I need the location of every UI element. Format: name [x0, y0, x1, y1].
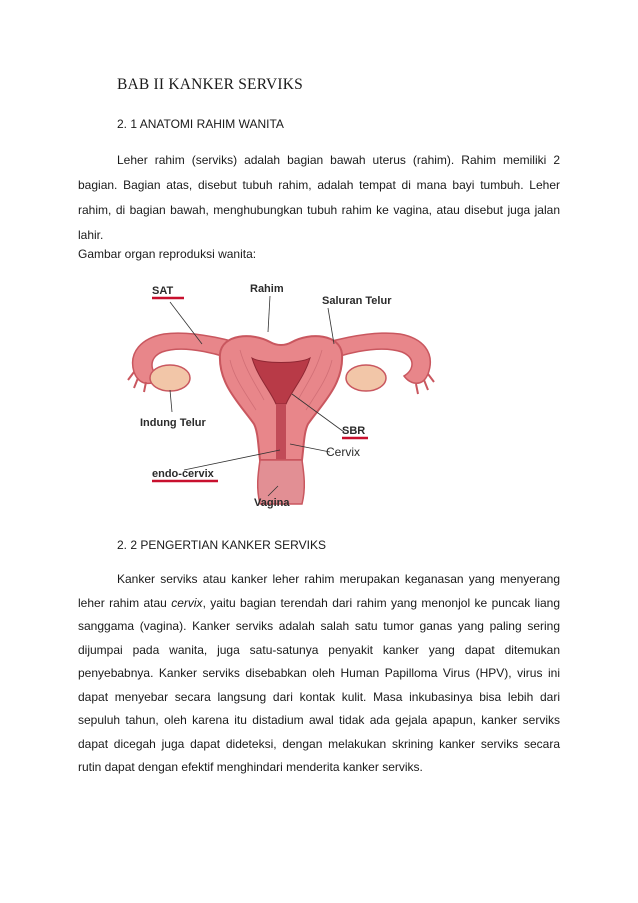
cervical-canal	[276, 404, 286, 460]
paragraph-anatomi	[78, 148, 560, 248]
paragraph-anatomi-text: Leher rahim (serviks) adalah bagian bawah uterus (rahim). Rahim memiliki 2 bagian. Bagian atas, disebut tubuh rahim, adalah tempat di mana bayi tumbuh. Leher rahim, di bagian bawah, menghubungkan tubuh rahim ke vagina, atau disebut juga jalan lahir.	[78, 153, 560, 242]
paragraph-pengertian-text	[78, 568, 560, 780]
chapter-title: BAB II KANKER SERVIKS	[117, 76, 303, 93]
label-saluran-telur: Saluran Telur	[322, 295, 392, 307]
label-vagina: Vagina	[254, 497, 290, 509]
right-ovary	[346, 365, 386, 391]
left-ovary	[150, 365, 190, 391]
italic-term-cervix: cervix	[171, 595, 203, 610]
figure-caption: Gambar organ reproduksi wanita:	[78, 247, 257, 261]
paragraph-part-2: , yaitu bagian terendah dari rahim yang menonjol ke puncak liang sanggama (vagina). Kanker serviks adalah salah satu tumor ganas yang paling sering dijumpai pada wanita, juga satu-satunya penyakit kanker yang dapat ditemukan penyebabnya. Kanker serviks disebabkan oleh Human Papilloma Virus (HPV), virus ini dapat menyebar secara langsung dari kontak kulit. Masa inkubasinya bisa lebih dari sepuluh tahun, oleh karena itu distadium awal tidak ada gejala apapun, kanker serviks dapat dicegah juga dapat dideteksi, dengan melakukan skrining kanker serviks secara rutin dapat dengan efektif menghindari menderita kanker serviks.	[78, 595, 561, 774]
uterus-diagram	[122, 274, 440, 518]
paragraph-part-1: Kanker serviks atau kanker leher rahim merupakan keganasan yang menyerang leher rahim atau	[78, 572, 560, 610]
uterus-illustration	[122, 274, 440, 518]
label-endo-cervix: endo-cervix	[152, 468, 214, 480]
label-indung-telur: Indung Telur	[140, 417, 206, 429]
paragraph-pengertian	[78, 568, 560, 780]
label-cervix: Cervix	[326, 445, 361, 459]
label-rahim: Rahim	[250, 283, 284, 295]
section-heading-anatomi: 2. 1 ANATOMI RAHIM WANITA	[117, 117, 284, 131]
section-heading-pengertian: 2. 2 PENGERTIAN KANKER SERVIKS	[117, 538, 326, 552]
label-sbr: SBR	[342, 425, 366, 437]
label-sat: SAT	[152, 285, 174, 297]
